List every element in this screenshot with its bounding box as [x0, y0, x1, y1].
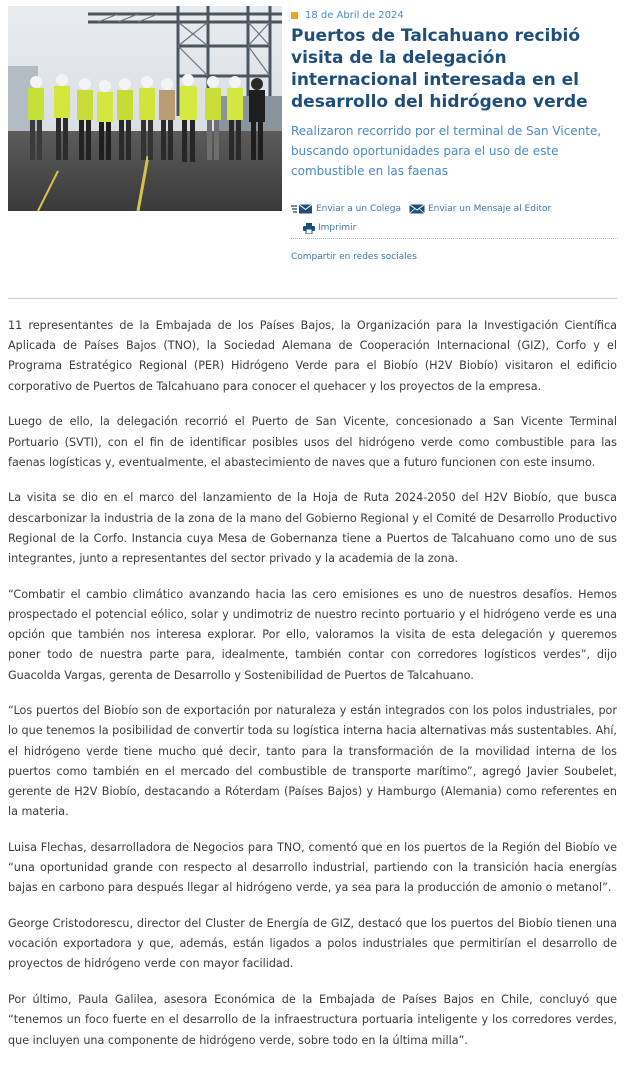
article-header	[291, 8, 618, 181]
paragraph: Luego de ello, la delegación recorrió el Puerto de San Vicente, concesionado a San Vicente Terminal Portuario (SVTI), con el fin de identificar posibles usos del hidrógeno verde como combustible para las faenas logísticas y, eventualmente, el abastecimiento de naves que a futuro funcionen con este insumo.	[8, 415, 617, 469]
share-social-link[interactable]: Compartir en redes sociales	[291, 252, 417, 262]
section-divider	[8, 298, 617, 299]
printer-icon	[303, 223, 315, 234]
paragraph: Luisa Flechas, desarrolladora de Negocios para TNO, comentó que en los puertos de la Región del Biobío ve “una oportunidad grande con respecto al desarrollo industrial, partiendo con la transición hacia energías bajas en carbono para después llegar al hidrógeno verde, ya sea para la producción de amonio o metanol”.	[8, 840, 617, 895]
article-subtitle: Realizaron recorrido por el terminal de San Vicente, buscando oportunidades para el uso de este combustible en las faenas	[291, 124, 602, 178]
date-row	[291, 8, 618, 22]
print-label: Imprimir	[318, 223, 357, 233]
article-date: 18 de Abril de 2024	[305, 9, 404, 21]
send-editor-label: Enviar un Mensaje al Editor	[428, 204, 552, 214]
print-link[interactable]	[303, 223, 356, 234]
article-actions	[291, 202, 551, 216]
paragraph: “Los puertos del Biobío son de exportación por naturaleza y están integrados con los polos industriales, por lo que tenemos la posibilidad de convertir toda su logística interna hacia alternativas más sustentables. Ahí, el hidrógeno verde tiene mucho qué decir, tanto para la transformación de la movilidad interna de los puertos como también en el mercado del combustible de transporte marítimo”, agregó Javier Soubelet, gerente de H2V Biobío, destacando a Róterdam (Países Bajos) y Hamburgo (Alemania) como referentes en la materia.	[8, 704, 617, 819]
send-editor-link[interactable]	[409, 204, 551, 214]
paragraph: La visita se dio en el marco del lanzamiento de la Hoja de Ruta 2024-2050 del H2V Biobío, que busca descarbonizar la industria de la zona de la mano del Gobierno Regional y el Comité de Desarrollo Productivo Regional de la Corfo. Instancia cuya Mesa de Gobernanza tiene a Puertos de Talcahuano como uno de sus integrantes, junto a representantes del sector privado y la academia de la zona.	[8, 491, 617, 566]
send-colleague-link[interactable]	[291, 204, 401, 214]
paragraph: 11 representantes de la Embajada de los Países Bajos, la Organización para la Investigación Científica Aplicada de Países Bajos (TNO), la Sociedad Alemana de Cooperación Internacional (GIZ), Corfo y el Programa Estratégico Regional (PER) Hidrógeno Verde para el Biobío (H2V Biobío) visitaron el edificio corporativo de Puertos de Talcahuano para conocer el quehacer y los proyectos de la empresa.	[8, 319, 617, 393]
article-title: Puertos de Talcahuano recibió visita de la delegación internacional interesada en el desarrollo del hidrógeno verde	[291, 26, 588, 112]
divider	[291, 238, 618, 239]
envelope-icon	[409, 204, 425, 214]
article-body	[8, 316, 617, 1066]
article-photo	[8, 6, 282, 211]
envelope-list-icon	[291, 204, 313, 214]
send-colleague-label: Enviar a un Colega	[316, 204, 401, 214]
paragraph: George Cristodorescu, director del Cluster de Energía de GIZ, destacó que los puertos del Biobío tienen una vocación exportadora y que, además, están ligados a polos industriales que permitirían el desarrollo de proyectos de hidrógeno verde con mayor facilidad.	[8, 917, 617, 971]
paragraph: Por último, Paula Galilea, asesora Económica de la Embajada de Países Bajos en Chile, concluyó que “tenemos un foco fuerte en el desarrollo de la infraestructura portuaria inteligente y los corredores verdes, que incluyen una componente de hidrógeno verde, sobre todo en la última milla”.	[8, 993, 617, 1047]
paragraph: “Combatir el cambio climático avanzando hacia las cero emisiones es uno de nuestros desafíos. Hemos prospectado el potencial eólico, solar y undimotriz de nuestro recinto portuario y el hidrógeno verde es una opción que también nos interesa explorar. Por ello, valoramos la visita de esta delegación y queremos poner todo de nuestra parte para, idealmente, también contar con corredores logísticos verdes”, dijo Guacolda Vargas, gerenta de Desarrollo y Sostenibilidad de Puertos de Talcahuano.	[8, 587, 617, 682]
date-marker-icon	[291, 12, 298, 19]
